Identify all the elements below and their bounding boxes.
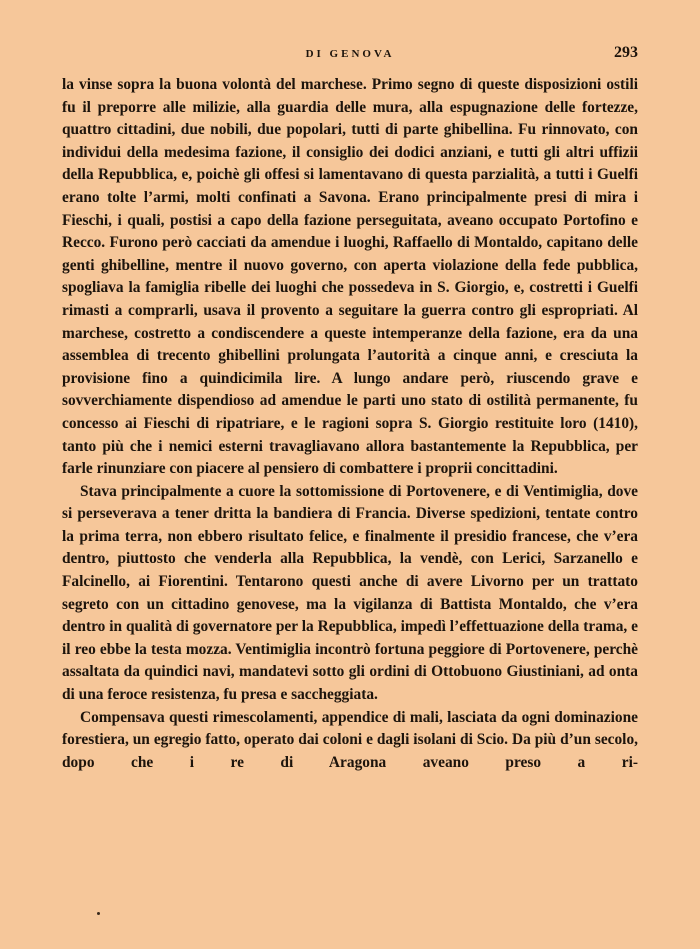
body-text xyxy=(62,74,638,774)
paragraph-1: la vinse sopra la buona volontà del marchese. Primo segno di queste disposizioni ostili fu il preporre alle milizie, alla guardia delle mura, alla espugnazione delle fortezze, quattro cittadini, due nobili, due popolari, tutti di parte ghibellina. Fu rinnovato, con individui della medesima fazione, il consiglio dei dodici anziani, e tutti gli altri uffizii della Repubblica, e, poichè gli offesi si lamentavano di questa parzialità, a tutti i Guelfi erano tolte l’armi, molti confinati a Savona. Erano principalmente presi di mira i Fieschi, i quali, postisi a capo della fazione perseguitata, aveano occupato Portofino e Recco. Furono però cacciati da amendue i luoghi, Raffaello di Montaldo, capitano delle genti ghibelline, mentre il nuovo governo, con aperta violazione della fede pubblica, spogliava la famiglia ribelle dei luoghi che possedeva in S. Giorgio, e, costretti i Guelfi rimasti a comprarli, usava il provento a seguitare la guerra contro gli espropriati. Al marchese, costretto a condiscendere a queste intemperanze della fazione, era da una assemblea di trecento ghibellini prolungata l’autorità a cinque anni, e cresciuta la provisione fino a quindicimila lire. A lungo andare però, riuscendo grave e sovverchiamente dispendioso ad amendue le parti uno stato di ostilità permanente, fu concesso ai Fieschi di ripatriare, e le ragioni sopra S. Giorgio restituite loro (1410), tanto più che i nemici esterni travagliavano allora bastantemente la Repubblica, per farle rinunziare con piacere al pensiero di combattere i proprii concittadini. xyxy=(62,76,638,478)
ink-speck xyxy=(97,912,100,915)
page-number: 293 xyxy=(614,44,638,61)
running-title: DI GENOVA xyxy=(305,48,395,60)
paragraph-3: Compensava questi rimescolamenti, appendice di mali, lasciata da ogni dominazione forestiera, un egregio fatto, operato dai coloni e dagli isolani di Scio. Da più d’un secolo, dopo che i re di Aragona aveano preso a ri- xyxy=(62,708,638,771)
paragraph-2: Stava principalmente a cuore la sottomissione di Portovenere, e di Ventimiglia, dove si perseverava a tener dritta la bandiera di Francia. Diverse spedizioni, tentate contro la prima terra, non ebbero risultato felice, e finalmente il presidio francese, che v’era dentro, piuttosto che venderla alla Repubblica, la vendè, con Lerici, Sarzanello e Falcinello, ai Fiorentini. Tentarono questi anche di avere Livorno per un trattato segreto con un cittadino genovese, ma la vigilanza di Battista Montaldo, che v’era dentro in qualità di governatore per la Repubblica, impedì l’effettuazione della trama, e il reo ebbe la testa mozza. Ventimiglia incontrò fortuna peggiore di Portovenere, perchè assaltata da quindici navi, mandatevi sotto gli ordini di Ottobuono Giustiniani, ad onta di una feroce resistenza, fu presa e saccheggiata. xyxy=(62,482,638,704)
page-header xyxy=(62,44,638,66)
